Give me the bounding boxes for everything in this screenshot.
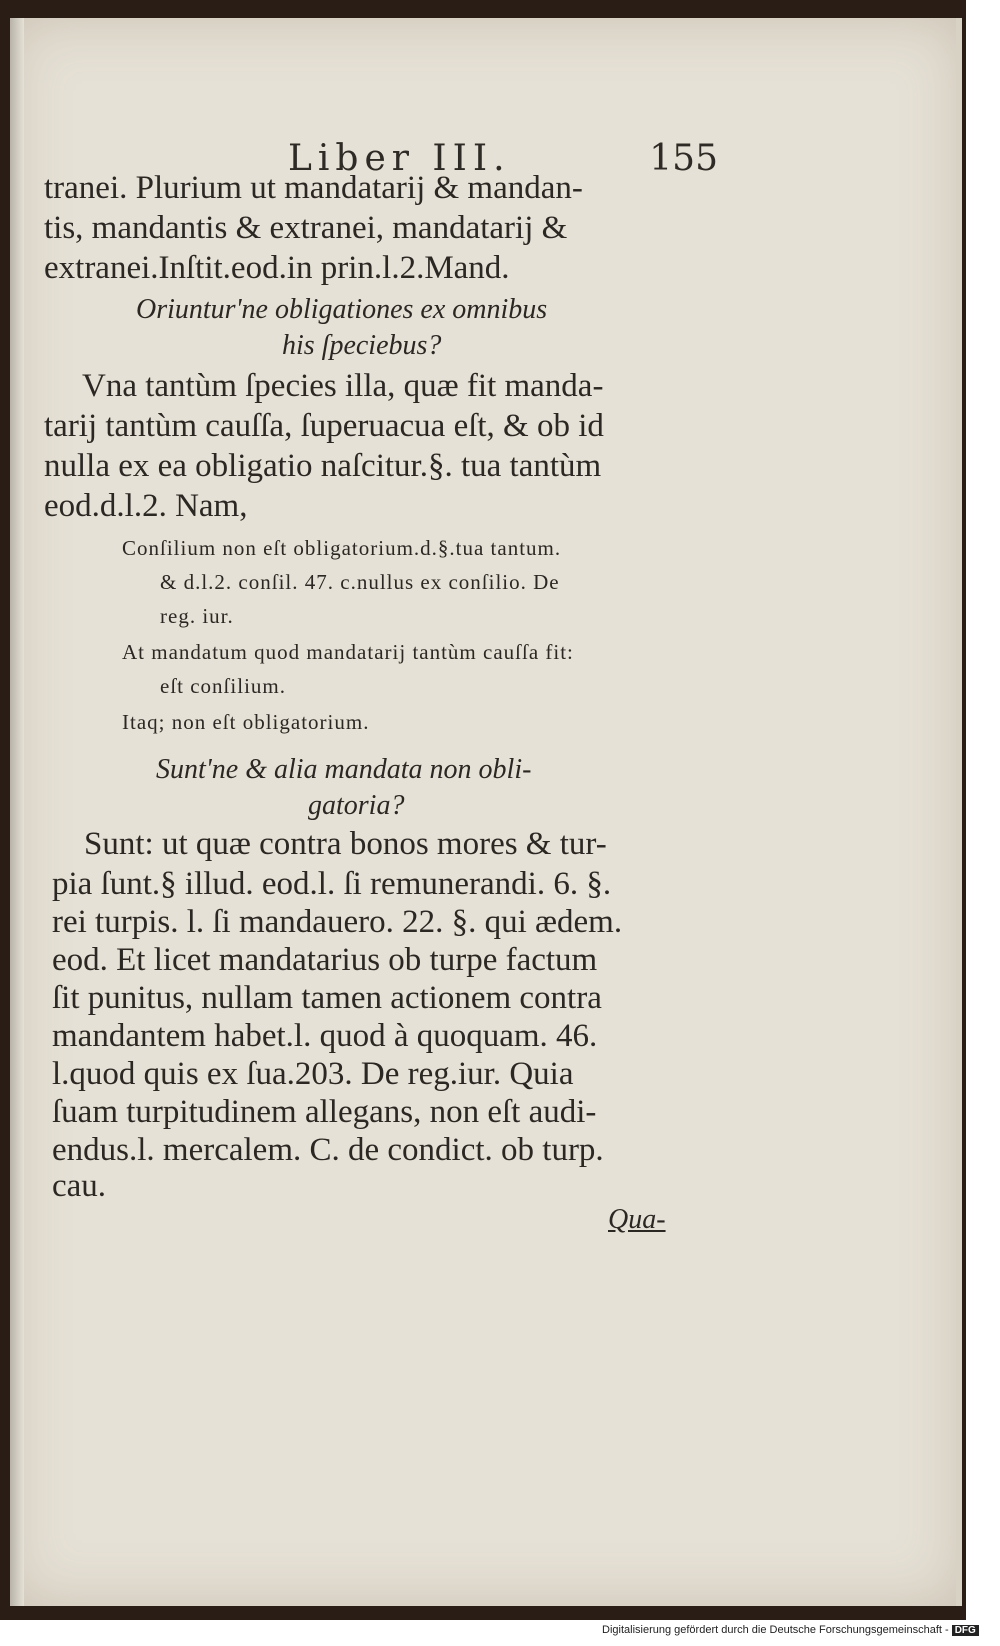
text-line: l.quod quis ex ſua.203. De reg.iur. Quia — [52, 1056, 574, 1092]
text-line: tarij tantùm cauſſa, ſuperuacua eſt, & ob id — [44, 408, 604, 444]
footer-text: Digitalisierung gefördert durch die Deutsche Forschungsgemeinschaft - — [602, 1624, 949, 1636]
syllogism-line: reg. iur. — [160, 604, 234, 628]
syllogism-line: eſt conſilium. — [160, 674, 286, 698]
text-line: cau. — [52, 1168, 107, 1204]
text-line: mandantem habet.l. quod à quoquam. 46. — [52, 1018, 598, 1054]
syllogism-line: & d.l.2. conſil. 47. c.nullus ex conſilio. De — [160, 570, 560, 594]
text-line: pia ſunt.§ illud. eod.l. ſi remunerandi. 6. §. — [52, 866, 612, 902]
text-line: nulla ex ea obligatio naſcitur.§. tua tantùm — [44, 448, 602, 484]
text-line: tranei. Plurium ut mandatarij & mandan- — [44, 170, 583, 206]
syllogism-line: At mandatum quod mandatarij tantùm cauſſa fit: — [122, 640, 574, 664]
text-line: ſuam turpitudinem allegans, non eſt audi- — [52, 1094, 597, 1130]
question-heading: gatoria? — [308, 790, 405, 821]
text-line: eod.d.l.2. Nam, — [44, 488, 248, 524]
syllogism-line: Itaq; non eſt obligatorium. — [122, 710, 370, 734]
book-page — [10, 18, 962, 1606]
text-line: Sunt: ut quæ contra bonos mores & tur- — [84, 826, 607, 862]
text-line: ſit punitus, nullam tamen actionem contra — [52, 980, 602, 1016]
text-line: eod. Et licet mandatarius ob turpe factum — [52, 942, 598, 978]
catchword: Qua- — [608, 1204, 666, 1235]
page-edge — [956, 18, 962, 1606]
dfg-logo: DFG — [952, 1625, 979, 1636]
text-line: endus.l. mercalem. C. de condict. ob turp. — [52, 1132, 604, 1168]
digitization-footer — [602, 1624, 992, 1642]
text-line: rei turpis. l. ſi mandauero. 22. §. qui ædem. — [52, 904, 623, 940]
question-heading: Oriuntur'ne obligationes ex omnibus — [136, 294, 548, 325]
running-head-title: Liber III. — [288, 138, 511, 179]
page-fold — [10, 18, 24, 1606]
text-line: tis, mandantis & extranei, mandatarij & — [44, 210, 568, 246]
question-heading: Sunt'ne & alia mandata non obli- — [156, 754, 532, 785]
question-heading: his ſpeciebus? — [282, 330, 442, 361]
page-number: 155 — [649, 138, 718, 179]
text-line: extranei.Inſtit.eod.in prin.l.2.Mand. — [44, 250, 510, 286]
text-line: Vna tantùm ſpecies illa, quæ fit manda- — [82, 368, 604, 404]
syllogism-line: Conſilium non eſt obligatorium.d.§.tua tantum. — [122, 536, 562, 560]
